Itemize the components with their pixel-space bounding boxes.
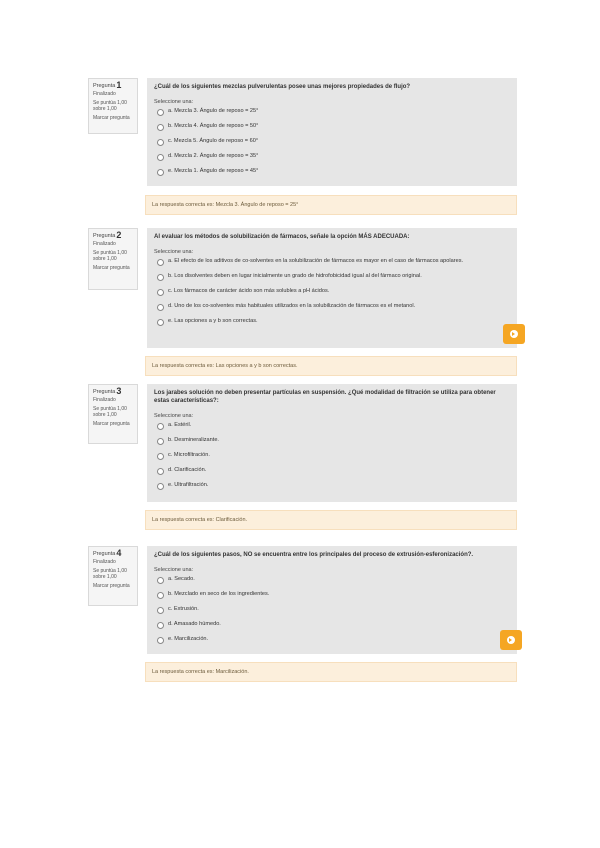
question-number: Pregunta4 <box>93 548 122 558</box>
radio-button[interactable] <box>157 154 164 161</box>
correct-answer-feedback: La respuesta correcta es: Marcilización. <box>145 662 517 682</box>
answer-option[interactable]: a. Mezcla 3. Ángulo de reposo = 25° <box>154 108 510 116</box>
answer-option[interactable]: a. El efecto de los aditivos de co-solventes en la solubilización de fármacos es mayor en el caso de fármacos apolares. <box>154 258 510 266</box>
radio-button[interactable] <box>157 622 164 629</box>
radio-button[interactable] <box>157 453 164 460</box>
radio-button[interactable] <box>157 438 164 445</box>
question-info <box>88 78 138 134</box>
answer-option[interactable]: c. Extrusión. <box>154 606 510 614</box>
question-number: Pregunta2 <box>93 230 122 240</box>
answer-prompt: Seleccione una: <box>154 249 194 255</box>
question-state: Finalizado <box>93 397 116 404</box>
radio-button[interactable] <box>157 274 164 281</box>
radio-button[interactable] <box>157 289 164 296</box>
question-info <box>88 384 138 444</box>
question-number: Pregunta3 <box>93 386 122 396</box>
answer-list <box>154 422 510 490</box>
question-state: Finalizado <box>93 91 116 98</box>
answer-option[interactable]: d. Mezcla 2. Ángulo de reposo = 35° <box>154 153 510 161</box>
question-content <box>147 228 517 348</box>
answer-list <box>154 108 510 176</box>
answer-option[interactable]: c. Los fármacos de carácter ácido son más solubles a pH ácidos. <box>154 288 510 296</box>
answer-option[interactable]: e. Mezcla 1. Ángulo de reposo = 45° <box>154 168 510 176</box>
radio-button[interactable] <box>157 109 164 116</box>
radio-button[interactable] <box>157 139 164 146</box>
flag-question-link[interactable]: Marcar pregunta <box>93 582 130 589</box>
question-text: Los jarabes solución no deben presentar partículas en suspensión. ¿Qué modalidad de filtración se utiliza para obtener estas características?: <box>154 390 496 404</box>
question-content <box>147 78 517 186</box>
answer-prompt: Seleccione una: <box>154 567 194 573</box>
answer-option[interactable]: c. Mezcla 5. Ángulo de reposo = 60° <box>154 138 510 146</box>
play-circle-icon[interactable] <box>500 630 522 650</box>
question-mark: Se puntúa 1,00 sobre 1,00 <box>93 405 127 419</box>
radio-button[interactable] <box>157 319 164 326</box>
answer-list <box>154 576 510 644</box>
question-state: Finalizado <box>93 559 116 566</box>
radio-button[interactable] <box>157 468 164 475</box>
flag-question-link[interactable]: Marcar pregunta <box>93 264 130 271</box>
correct-answer-feedback: La respuesta correcta es: Las opciones a y b son correctas. <box>145 356 517 376</box>
answer-option[interactable]: b. Mezcla 4. Ángulo de reposo = 50° <box>154 123 510 131</box>
question-mark: Se puntúa 1,00 sobre 1,00 <box>93 567 127 581</box>
radio-button[interactable] <box>157 259 164 266</box>
correct-answer-feedback: La respuesta correcta es: Mezcla 3. Ángulo de reposo = 25° <box>145 195 517 215</box>
question-info <box>88 228 138 290</box>
answer-option[interactable]: a. Secado. <box>154 576 510 584</box>
answer-option[interactable]: e. Marcilización. <box>154 636 510 644</box>
answer-option[interactable]: b. Los disolventes deben en lugar inicialmente un grado de hidrofobicidad igual al del fármaco original. <box>154 273 510 281</box>
answer-option[interactable]: e. Ultrafiltración. <box>154 482 510 490</box>
answer-option[interactable]: b. Desmineralizante. <box>154 437 510 445</box>
radio-button[interactable] <box>157 304 164 311</box>
question-text: Al evaluar los métodos de solubilización de fármacos, señale la opción MÁS ADECUADA: <box>154 234 410 240</box>
radio-button[interactable] <box>157 423 164 430</box>
answer-option[interactable]: d. Amasado húmedo. <box>154 621 510 629</box>
radio-button[interactable] <box>157 577 164 584</box>
answer-option[interactable]: d. Uno de los co-solventes más habituales utilizados en la solubilización de fármacos es el metanol. <box>154 303 510 311</box>
radio-button[interactable] <box>157 607 164 614</box>
question-mark: Se puntúa 1,00 sobre 1,00 <box>93 99 127 113</box>
question-content <box>147 546 517 654</box>
question-state: Finalizado <box>93 241 116 248</box>
radio-button[interactable] <box>157 124 164 131</box>
question-info <box>88 546 138 606</box>
radio-button[interactable] <box>157 637 164 644</box>
answer-option[interactable]: e. Las opciones a y b son correctas. <box>154 318 510 326</box>
answer-option[interactable]: c. Microfiltración. <box>154 452 510 460</box>
question-text: ¿Cuál de los siguientes mezclas pulverulentas posee unas mejores propiedades de flujo? <box>154 84 411 90</box>
correct-answer-feedback: La respuesta correcta es: Clarificación. <box>145 510 517 530</box>
flag-question-link[interactable]: Marcar pregunta <box>93 420 130 427</box>
answer-option[interactable]: b. Mezclado en seco de los ingredientes. <box>154 591 510 599</box>
play-circle-icon[interactable] <box>503 324 525 344</box>
answer-option[interactable]: d. Clarificación. <box>154 467 510 475</box>
answer-option[interactable]: a. Estéril. <box>154 422 510 430</box>
radio-button[interactable] <box>157 483 164 490</box>
question-content <box>147 384 517 502</box>
answer-prompt: Seleccione una: <box>154 99 194 105</box>
question-mark: Se puntúa 1,00 sobre 1,00 <box>93 249 127 263</box>
question-number: Pregunta1 <box>93 80 122 90</box>
radio-button[interactable] <box>157 592 164 599</box>
flag-question-link[interactable]: Marcar pregunta <box>93 114 130 121</box>
answer-prompt: Seleccione una: <box>154 413 194 419</box>
radio-button[interactable] <box>157 169 164 176</box>
question-text: ¿Cuál de los siguientes pasos, NO se encuentra entre los principales del proceso de extrusión-esferonización?. <box>154 552 474 558</box>
answer-list <box>154 258 510 326</box>
